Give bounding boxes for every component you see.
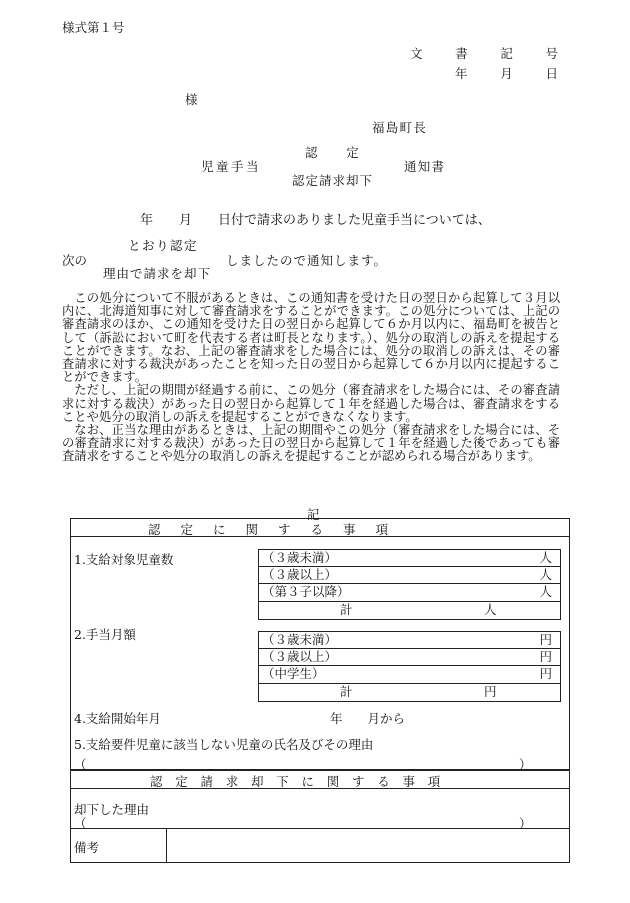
reject-reason-label: 却下した理由 (74, 802, 150, 817)
item1-total-label: 計 (340, 602, 353, 617)
appeal-paragraph: この処分について不服があるときは、この通知書を受けた日の翌日から起算して３月以内に、北海道知事に対して審査請求をすることができます。この処分については、上記の審査請求のほか、この通知を受けた日の翌日から起算して６か月以内に、福島町を被告として（訴訟において町を代表する者は町長となります。）、処分の取消しの訴えを提起することができます。なお、上記の審査請求をした場合には、処分の取消しの訴えは、その審査請求に対する裁決があったことを知った日の翌日から起算して６か月以内に提起することができます。 (62, 291, 560, 385)
title-option-top: 認 定 (305, 145, 361, 160)
item2-total-label: 計 (340, 684, 353, 699)
item5-paren-open: （ (74, 757, 87, 772)
form-number: 様式第１号 (62, 20, 125, 35)
item1-row (262, 550, 558, 566)
row-unit: 円 (539, 649, 552, 664)
row-unit: 人 (539, 584, 552, 599)
intro-prefix: 次の (62, 253, 88, 268)
kyakka-heading: 認定請求却下に関する事項 (150, 774, 454, 789)
item5-label: 5.支給要件児童に該当しない児童の氏名及びその理由 (74, 737, 374, 752)
appeal-notice (62, 292, 560, 464)
item5-paren-close: ） (519, 757, 532, 772)
row-label: （中学生） (262, 666, 325, 681)
title-right: 通知書 (404, 159, 446, 174)
row-label: （３歳以上） (262, 567, 338, 582)
item2-row (262, 666, 558, 682)
item4-value: 年 月から (330, 711, 406, 726)
row-unit: 円 (539, 666, 552, 681)
row-unit: 人 (539, 550, 552, 565)
row-label: （３歳未満） (262, 632, 338, 647)
row-unit: 人 (539, 567, 552, 582)
item1-total-unit: 人 (484, 602, 497, 617)
item4-label: 4.支給開始年月 (74, 711, 161, 726)
ki-label: 記 (307, 507, 320, 522)
reject-paren-open: （ (74, 816, 87, 831)
item1-row (262, 567, 558, 583)
remarks-label: 備考 (74, 840, 100, 855)
doc-number: 文 書 記 号 (410, 46, 558, 61)
appeal-paragraph: ただし、上記の期間が経過する前に、この処分（審査請求をした場合には、その審査請求に対する裁決）があった日の翌日から起算して１年を経過した場合は、審査請求をすることや処分の取消しの訴えを提起することができなくなります。 (62, 383, 560, 424)
remarks-column-divider (166, 828, 167, 863)
row-divider (258, 601, 561, 602)
title-left: 児童手当 (201, 159, 262, 174)
item1-row (262, 584, 558, 600)
addressee-suffix: 様 (185, 92, 198, 107)
issuer-name: 福島町長 (372, 120, 428, 135)
date-line: 年 月 日 (455, 66, 558, 81)
item2-label: 2.手当月額 (74, 627, 136, 642)
reject-paren-close: ） (519, 816, 532, 831)
item2-row (262, 632, 558, 648)
row-label: （第３子以降） (262, 584, 350, 599)
row-divider (258, 683, 561, 684)
intro-option-bottom: 理由で請求を却下 (103, 266, 212, 281)
row-unit: 円 (539, 632, 552, 647)
item1-label: 1.支給対象児童数 (74, 552, 174, 567)
item2-total-unit: 円 (484, 684, 497, 699)
remarks-divider (70, 828, 570, 829)
intro-line2: しましたので通知します。 (226, 253, 388, 268)
row-label: （３歳未満） (262, 550, 338, 565)
intro-line1: 年 月 日付で請求のありました児童手当については、 (140, 213, 491, 228)
nintei-heading: 認定に関する事項 (148, 522, 409, 537)
intro-option-top: とおり認定 (128, 238, 199, 253)
title-option-bottom: 認定請求却下 (292, 173, 374, 188)
row-label: （３歳以上） (262, 649, 338, 664)
item2-row (262, 649, 558, 665)
appeal-paragraph: なお、正当な理由があるときは、上記の期間やこの処分（審査請求をした場合には、その審査請求に対する裁決）があった日の翌日から起算して１年を経過した後であっても審査請求をすることや処分の取消しの訴えを提起することが認められる場合があります。 (62, 423, 560, 464)
